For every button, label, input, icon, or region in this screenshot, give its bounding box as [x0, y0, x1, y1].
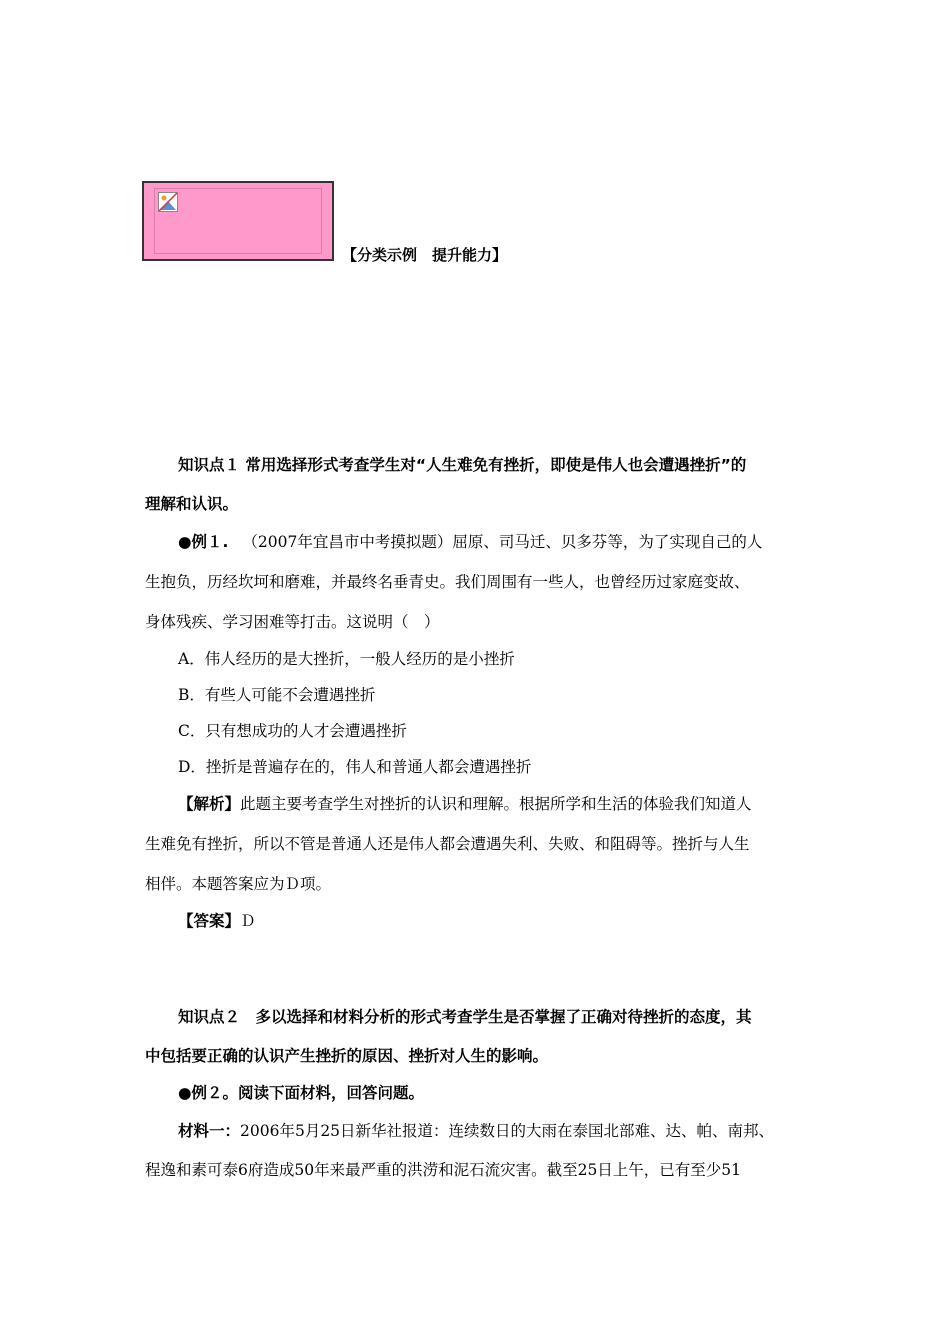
knowledge-point-2-line1: 知识点２ 多以选择和材料分析的形式考查学生是否掌握了正确对待挫折的态度，其 [178, 1008, 752, 1026]
material-label: 材料一： [178, 1122, 241, 1140]
analysis-text: 此题主要考查学生对挫折的认识和理解。根据所学和生活的体验我们知道人 [240, 795, 752, 813]
broken-image-icon [158, 192, 178, 212]
example-1-question-text: （2007年宜昌市中考摸拟题）屈原、司马迁、贝多芬等，为了实现自己的人 [242, 533, 763, 551]
example-1-label: ●例１. [178, 533, 229, 551]
example-1-question-line1 [178, 535, 762, 551]
option-b: B．有些人可能不会遭遇挫折 [178, 686, 376, 704]
section-heading: 【分类示例 提升能力】 [342, 246, 508, 264]
knowledge-point-2-line2: 中包括要正确的认识产生挫折的原因、挫折对人生的影响。 [145, 1047, 549, 1065]
image-placeholder [142, 181, 334, 261]
answer-label: 【答案】 [178, 912, 241, 930]
analysis-line2: 生难免有挫折，所以不管是普通人还是伟人都会遭遇失利、失败、和阻碍等。挫折与人生 [145, 835, 750, 853]
analysis-line3: 相伴。本题答案应为Ｄ项。 [145, 875, 332, 893]
knowledge-point-1-line2: 理解和认识。 [145, 495, 239, 513]
example-1-question-line2: 生抱负，历经坎坷和磨难，并最终名垂青史。我们周围有一些人，也曾经历过家庭变故、 [145, 573, 750, 591]
material-text: 2006年5月25日新华社报道：连续数日的大雨在泰国北部难、达、帕、南邦、 [240, 1122, 775, 1140]
image-frame [154, 188, 322, 254]
analysis-label: 【解析】 [178, 795, 241, 813]
example-2-label: ●例２。阅读下面材料，回答问题。 [178, 1084, 425, 1102]
material-line1 [178, 1124, 774, 1140]
analysis-line1 [178, 797, 752, 813]
option-d: D．挫折是普遍存在的，伟人和普通人都会遭遇挫折 [178, 758, 532, 776]
option-c: C．只有想成功的人才会遭遇挫折 [178, 722, 407, 740]
example-1-question-line3: 身体残疾、学习困难等打击。这说明（ ） [145, 613, 440, 631]
answer-line [178, 914, 256, 930]
material-line2: 程逸和素可泰6府造成50年来最严重的洪涝和泥石流灾害。截至25日上午，已有至少51 [145, 1161, 742, 1179]
answer-value: Ｄ [240, 912, 256, 930]
knowledge-point-1-line1: 知识点１ 常用选择形式考查学生对“人生难免有挫折，即使是伟人也会遭遇挫折”的 [178, 456, 747, 474]
option-a: A．伟人经历的是大挫折，一般人经历的是小挫折 [178, 650, 515, 668]
